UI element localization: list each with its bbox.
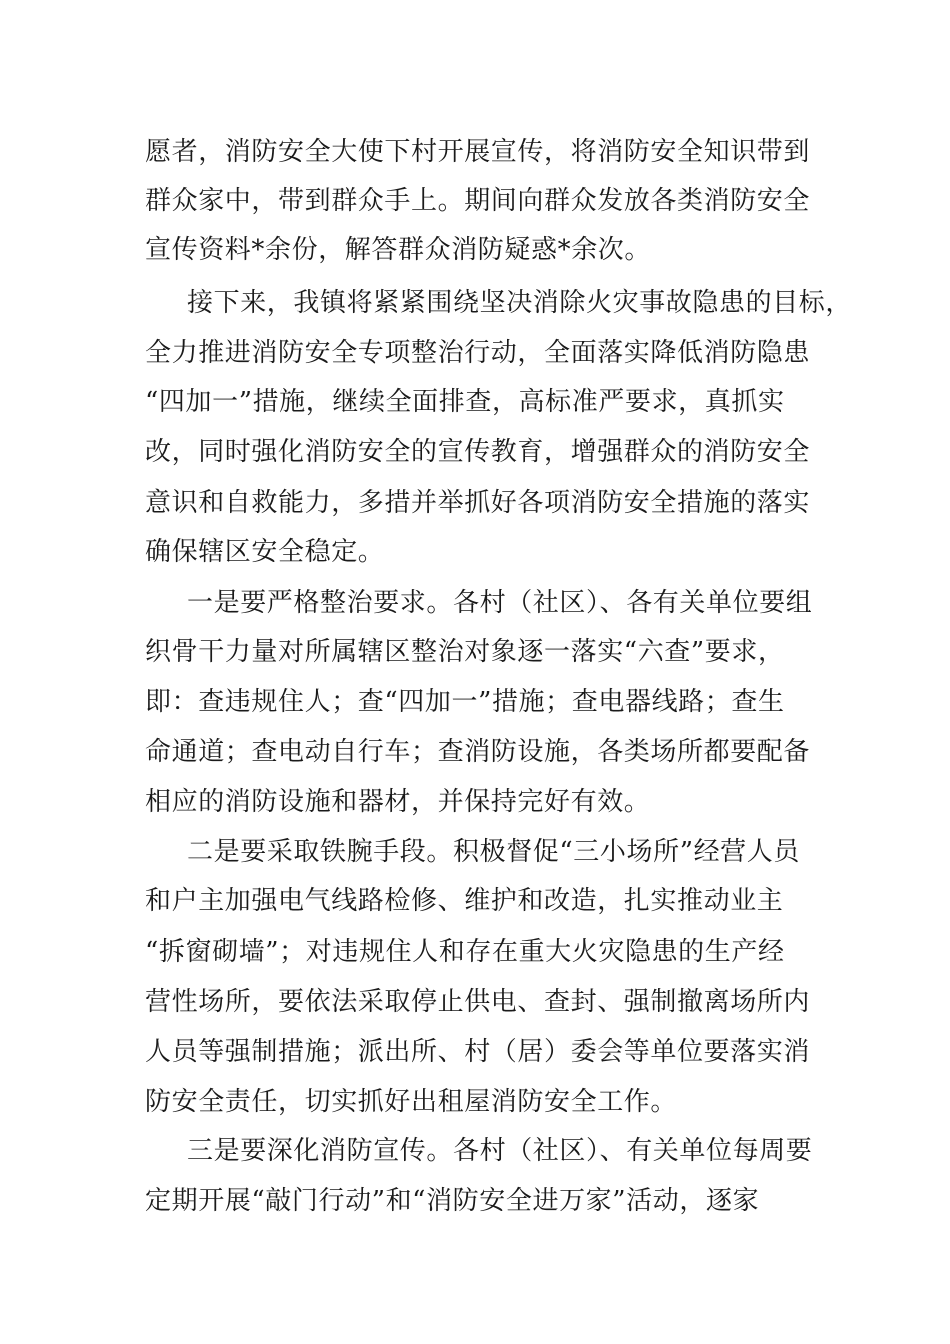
paragraph-3-line-4: 命通道；查电动自行车；查消防设施，各类场所都要配备 xyxy=(145,737,811,767)
text-line-2: 群众家中，带到群众手上。期间向群众发放各类消防安全 xyxy=(145,186,811,216)
paragraph-2-line-2: 全力推进消防安全专项整治行动，全面落实降低消防隐患 xyxy=(145,338,811,368)
paragraph-5-line-1: 三是要深化消防宣传。各村（社区）、有关单位每周要 xyxy=(187,1136,813,1166)
paragraph-3-line-3: 即：查违规住人；查“四加一”措施；查电器线路；查生 xyxy=(145,687,785,717)
paragraph-2-line-6: 确保辖区安全稳定。 xyxy=(145,537,385,567)
paragraph-4-line-3: “拆窗砌墙”；对违规住人和存在重大火灾隐患的生产经 xyxy=(145,937,785,967)
paragraph-4-line-5: 人员等强制措施；派出所、村（居）委会等单位要落实消 xyxy=(145,1037,811,1067)
paragraph-4-line-2: 和户主加强电气线路检修、维护和改造，扎实推动业主 xyxy=(145,886,784,916)
paragraph-3-line-5: 相应的消防设施和器材，并保持完好有效。 xyxy=(145,787,651,817)
paragraph-4-line-4: 营性场所，要依法采取停止供电、查封、强制撤离场所内 xyxy=(145,987,811,1017)
text-line-3: 宣传资料*余份，解答群众消防疑惑*余次。 xyxy=(145,235,652,265)
paragraph-5-line-2: 定期开展“敲门行动”和“消防安全进万家”活动，逐家 xyxy=(145,1186,760,1216)
text-line-1: 愿者，消防安全大使下村开展宣传，将消防安全知识带到 xyxy=(145,137,811,167)
paragraph-3-line-1: 一是要严格整治要求。各村（社区）、各有关单位要组 xyxy=(187,588,813,618)
paragraph-4-line-6: 防安全责任，切实抓好出租屋消防安全工作。 xyxy=(145,1087,678,1117)
paragraph-2-line-3: “四加一”措施，继续全面排查，高标准严要求，真抓实 xyxy=(145,387,785,417)
paragraph-4-line-1: 二是要采取铁腕手段。积极督促“三小场所”经营人员 xyxy=(187,837,800,867)
paragraph-2-line-4: 改，同时强化消防安全的宣传教育，增强群众的消防安全 xyxy=(145,437,811,467)
paragraph-2-line-5: 意识和自救能力，多措并举抓好各项消防安全措施的落实 xyxy=(145,488,811,518)
paragraph-3-line-2: 织骨干力量对所属辖区整治对象逐一落实“六查”要求， xyxy=(145,637,785,667)
paragraph-2-line-1: 接下来，我镇将紧紧围绕坚决消除火灾事故隐患的目标， xyxy=(187,288,853,318)
